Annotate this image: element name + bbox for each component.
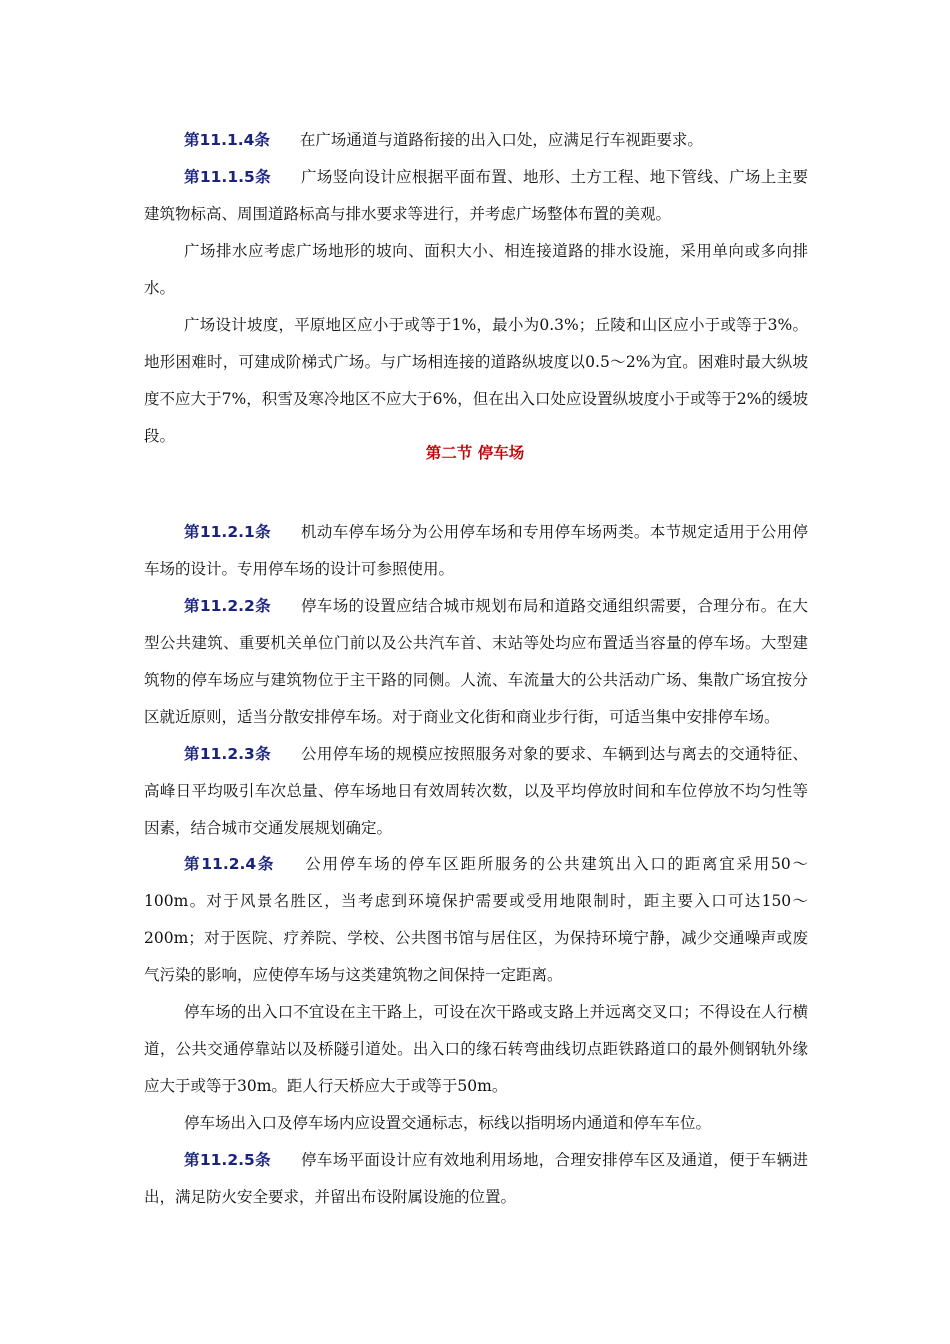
paragraph-text: 停车场的设置应结合城市规划布局和道路交通组织需要，合理分布。在大型公共建筑、重要机关单位门前以及公共汽车首、末站等处均应布置适当容量的停车场。大型建筑物的停车场应与建筑物位于主干路的同侧。人流、车流量大的公共活动广场、集散广场宜按分区就近原则，适当分散安排停车场。对于商业文化街和商业步行街，可适当集中安排停车场。 — [144, 597, 808, 726]
paragraph-slope — [144, 307, 808, 455]
paragraph-text: 公用停车场的停车区距所服务的公共建筑出入口的距离宜采用50～100m。对于风景名胜区，当考虑到环境保护需要或受用地限制时，距主要入口可达150～200m；对于医院、疗养院、学校、公共图书馆与居住区，为保持环境宁静，减少交通噪声或废气污染的影响，应使停车场与这类建筑物之间保持一定距离。 — [144, 855, 808, 984]
clause-number: 第11.1.5条 — [184, 168, 271, 186]
paragraph-signs — [144, 1105, 808, 1142]
clause-number: 第11.1.4条 — [184, 131, 270, 149]
paragraph-text: 停车场出入口及停车场内应设置交通标志，标线以指明场内通道和停车车位。 — [184, 1114, 712, 1132]
clause-number: 第11.2.1条 — [184, 523, 271, 541]
paragraph-11-2-2 — [144, 588, 808, 736]
paragraph-11-2-4 — [144, 846, 808, 994]
paragraph-11-2-1 — [144, 514, 808, 588]
paragraph-text: 公用停车场的规模应按照服务对象的要求、车辆到达与离去的交通特征、高峰日平均吸引车次总量、停车场地日有效周转次数，以及平均停放时间和车位停放不均匀性等因素，结合城市交通发展规划确定。 — [144, 745, 808, 837]
paragraph-text: 机动车停车场分为公用停车场和专用停车场两类。本节规定适用于公用停车场的设计。专用停车场的设计可参照使用。 — [144, 523, 808, 578]
paragraph-text: 停车场平面设计应有效地利用场地，合理安排停车区及通道，便于车辆进出，满足防火安全要求，并留出布设附属设施的位置。 — [144, 1151, 808, 1206]
paragraph-text: 广场设计坡度，平原地区应小于或等于1%，最小为0.3%；丘陵和山区应小于或等于3%。地形困难时，可建成阶梯式广场。与广场相连接的道路纵坡度以0.5～2%为宜。困难时最大纵坡度不应大于7%，积雪及寒冷地区不应大于6%，但在出入口处应设置纵坡度小于或等于2%的缓坡段。 — [144, 316, 808, 445]
paragraph-text: 在广场通道与道路衔接的出入口处，应满足行车视距要求。 — [299, 131, 703, 149]
paragraph-text: 停车场的出入口不宜设在主干路上，可设在次干路或支路上并远离交叉口；不得设在人行横道，公共交通停靠站以及桥隧引道处。出入口的缘石转弯曲线切点距铁路道口的最外侧钢轨外缘应大于或等于30m。距人行天桥应大于或等于50m。 — [144, 1003, 808, 1095]
paragraph-text: 广场排水应考虑广场地形的坡向、面积大小、相连接道路的排水设施，采用单向或多向排水。 — [144, 242, 808, 297]
paragraph-11-1-4 — [144, 122, 808, 159]
clause-number: 第11.2.5条 — [184, 1151, 271, 1169]
paragraph-11-2-3 — [144, 736, 808, 847]
section-title: 第二节 停车场 — [425, 444, 525, 462]
clause-number: 第11.2.4条 — [184, 855, 276, 873]
clause-number: 第11.2.3条 — [184, 745, 271, 763]
paragraph-text: 广场竖向设计应根据平面布置、地形、土方工程、地下管线、广场上主要建筑物标高、周围道路标高与排水要求等进行，并考虑广场整体布置的美观。 — [144, 168, 808, 223]
paragraph-11-1-5 — [144, 159, 808, 233]
paragraph-11-2-5 — [144, 1142, 808, 1216]
paragraph-drainage — [144, 233, 808, 307]
paragraph-entrance — [144, 994, 808, 1105]
clause-number: 第11.2.2条 — [184, 597, 271, 615]
